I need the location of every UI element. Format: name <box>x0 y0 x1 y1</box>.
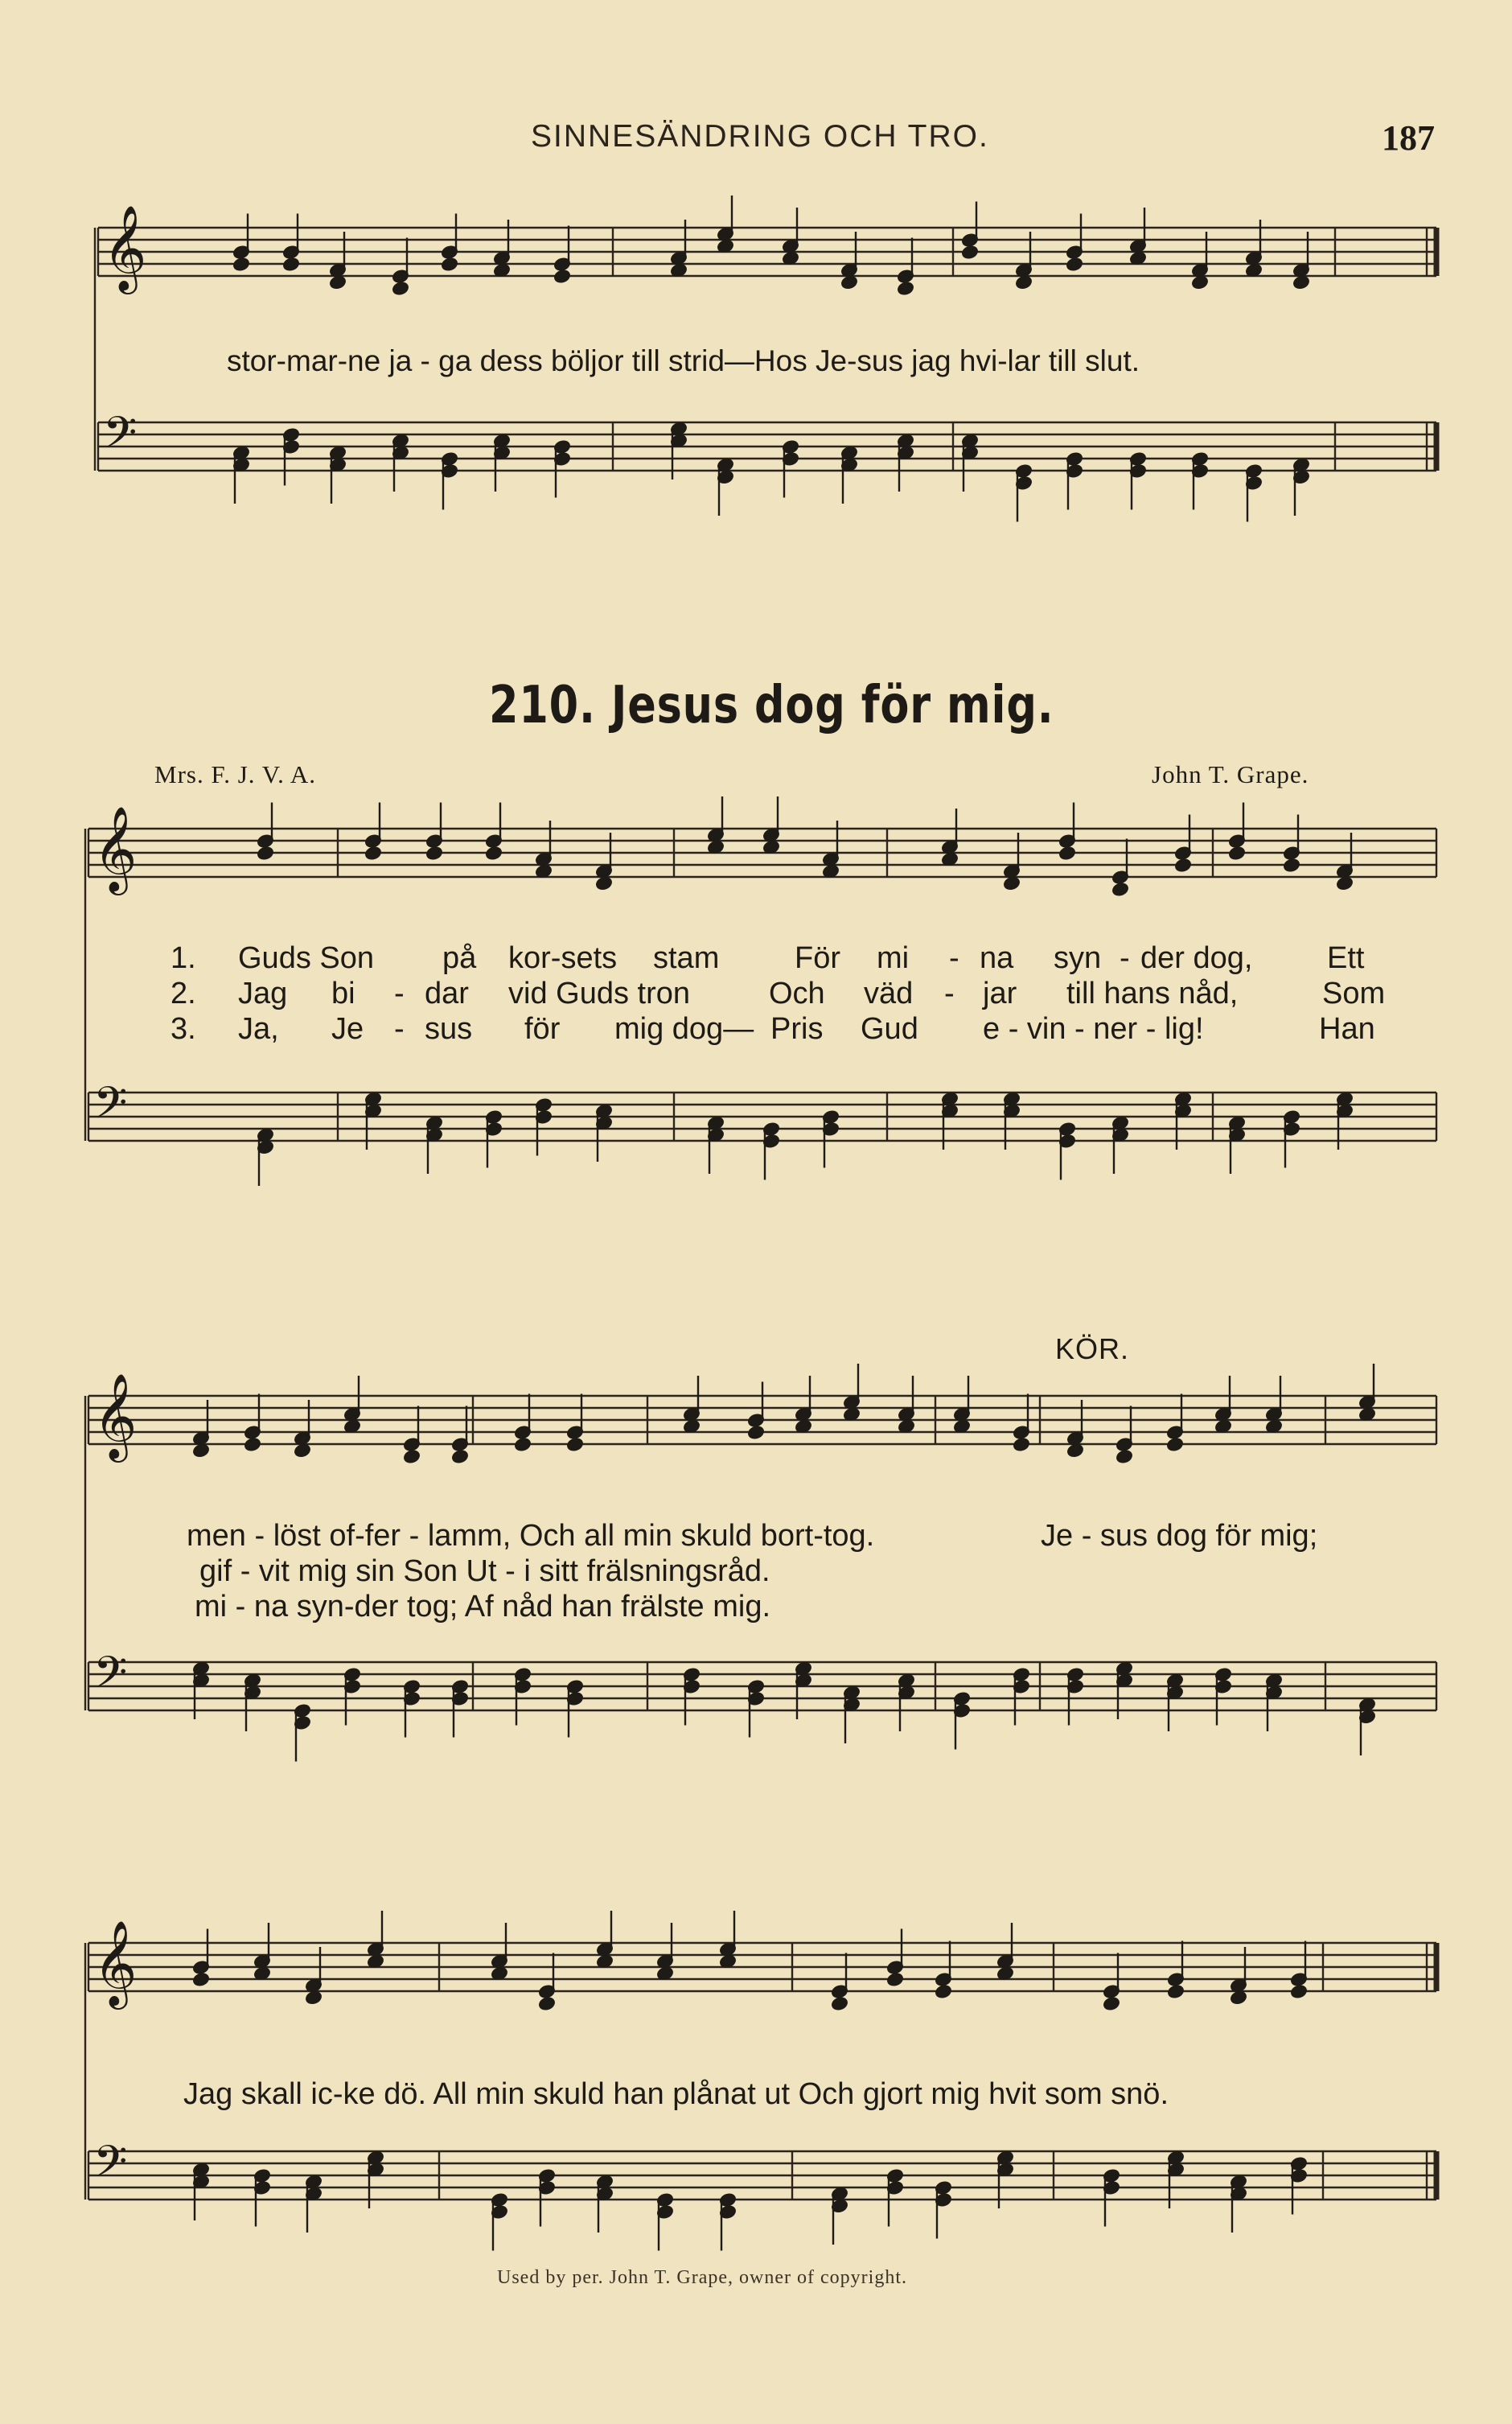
page-number: 187 <box>1382 118 1435 158</box>
notehead <box>1167 1984 1184 1998</box>
system2-line1: men - löst of-fer - lamm, Och all min skuld bort-tog. <box>187 1519 875 1553</box>
notehead <box>192 1972 209 1986</box>
notehead <box>1191 275 1208 290</box>
fragment-lyric: stor-mar-ne ja - ga dess böljor till strid—Hos Je-sus jag hvi-lar till slut. <box>227 344 1140 377</box>
notehead <box>747 1425 764 1439</box>
notehead <box>294 1443 310 1458</box>
section-header: SINNESÄNDRING OCH TRO. <box>531 119 989 154</box>
notehead <box>364 846 381 860</box>
treble-clef: 𝄞 <box>93 805 138 891</box>
system3-lyric: Jag skall ic-ke dö. All min skuld han plånat ut Och gjort mig hvit som snö. <box>183 2077 1169 2111</box>
notehead <box>1066 257 1083 271</box>
chorus-line1: Je - sus dog för mig; <box>1041 1519 1318 1553</box>
notehead <box>1116 1449 1132 1463</box>
notehead <box>1283 858 1300 872</box>
notehead <box>451 1449 468 1463</box>
treble-clef: 𝄞 <box>103 204 147 290</box>
notehead <box>1003 876 1020 891</box>
notehead <box>282 257 299 271</box>
treble-clef: 𝄞 <box>93 1373 138 1459</box>
notehead <box>831 1996 848 2010</box>
notehead <box>553 269 570 283</box>
bass-clef: 𝄢 <box>103 407 138 469</box>
author-credit: Mrs. F. J. V. A. <box>154 760 317 788</box>
copyright-footnote: Used by per. John T. Grape, owner of copyright. <box>497 2267 908 2288</box>
composer-credit: John T. Grape. <box>1152 760 1309 788</box>
notehead <box>514 1437 531 1451</box>
notehead <box>1230 1990 1247 2005</box>
bass-clef: 𝄢 <box>93 1077 128 1139</box>
notehead <box>403 1449 420 1463</box>
notehead <box>192 1443 209 1458</box>
notehead <box>1013 1437 1029 1451</box>
notehead <box>1015 275 1032 290</box>
treble-clef: 𝄞 <box>93 1920 138 2006</box>
notehead <box>232 257 249 271</box>
notehead <box>425 846 442 860</box>
bass-clef: 𝄢 <box>93 2136 128 2198</box>
notehead <box>1292 275 1309 290</box>
notehead <box>935 1984 951 1998</box>
system2-line3: mi - na syn-der tog; Af nåd han frälste mig. <box>195 1590 771 1624</box>
notehead <box>257 846 273 860</box>
notehead <box>886 1972 903 1986</box>
notehead <box>538 1996 555 2010</box>
notehead <box>566 1437 583 1451</box>
notehead <box>840 275 857 290</box>
notehead <box>1058 846 1075 860</box>
notehead <box>485 846 502 860</box>
notehead <box>392 281 409 295</box>
notehead <box>1290 1984 1307 1998</box>
notehead <box>1174 858 1191 872</box>
notehead <box>897 281 914 295</box>
notehead <box>441 257 458 271</box>
system2-line2: gif - vit mig sin Son Ut - i sitt frälsningsråd. <box>199 1554 770 1588</box>
notehead <box>1228 846 1245 860</box>
notehead <box>244 1437 261 1451</box>
chorus-label: KÖR. <box>1055 1332 1130 1365</box>
notehead <box>305 1990 322 2005</box>
notehead <box>1336 876 1353 891</box>
notehead <box>1066 1443 1083 1458</box>
notehead <box>329 275 346 290</box>
notehead <box>1111 882 1128 896</box>
notehead <box>1103 1996 1120 2010</box>
notehead <box>1166 1437 1183 1451</box>
notehead <box>961 245 978 259</box>
hymnal-page: SINNESÄNDRING OCH TRO. 187 𝄞 𝄢 𝄞 𝄢 𝄞 𝄢 𝄞 𝄢 stor-mar-ne ja - ga dess böljor till strid—Hos Je-sus jag hvi-lar till slut. 210. Jesus dog för mig. Mrs. F. J. V. A. John T. Grape. 1. Guds Son på kor-sets stam För mi - na syn - der dog, Ett 2. Jag bi - dar vid Guds tron Och väd - jar till hans nåd, Som 3. Ja, Je - sus för mig dog— Pris Gud e - vin - ner - lig! Han KÖR. men - löst of-fer - lamm, Och all min skuld bort-tog. Je - sus dog för mig; gif - vit mig sin Son Ut - i sitt frälsningsråd. mi - na syn-der tog; Af nåd han frälste mig. Jag skall ic-ke dö. All min skuld han plånat ut Och gjort mig hvit som snö. Used by per. John T. Grape, owner of copyright. <box>0 0 1512 2424</box>
notehead <box>595 876 612 891</box>
hymn-title: 210. Jesus dog för mig. <box>489 676 1054 735</box>
bass-clef: 𝄢 <box>93 1647 128 1709</box>
